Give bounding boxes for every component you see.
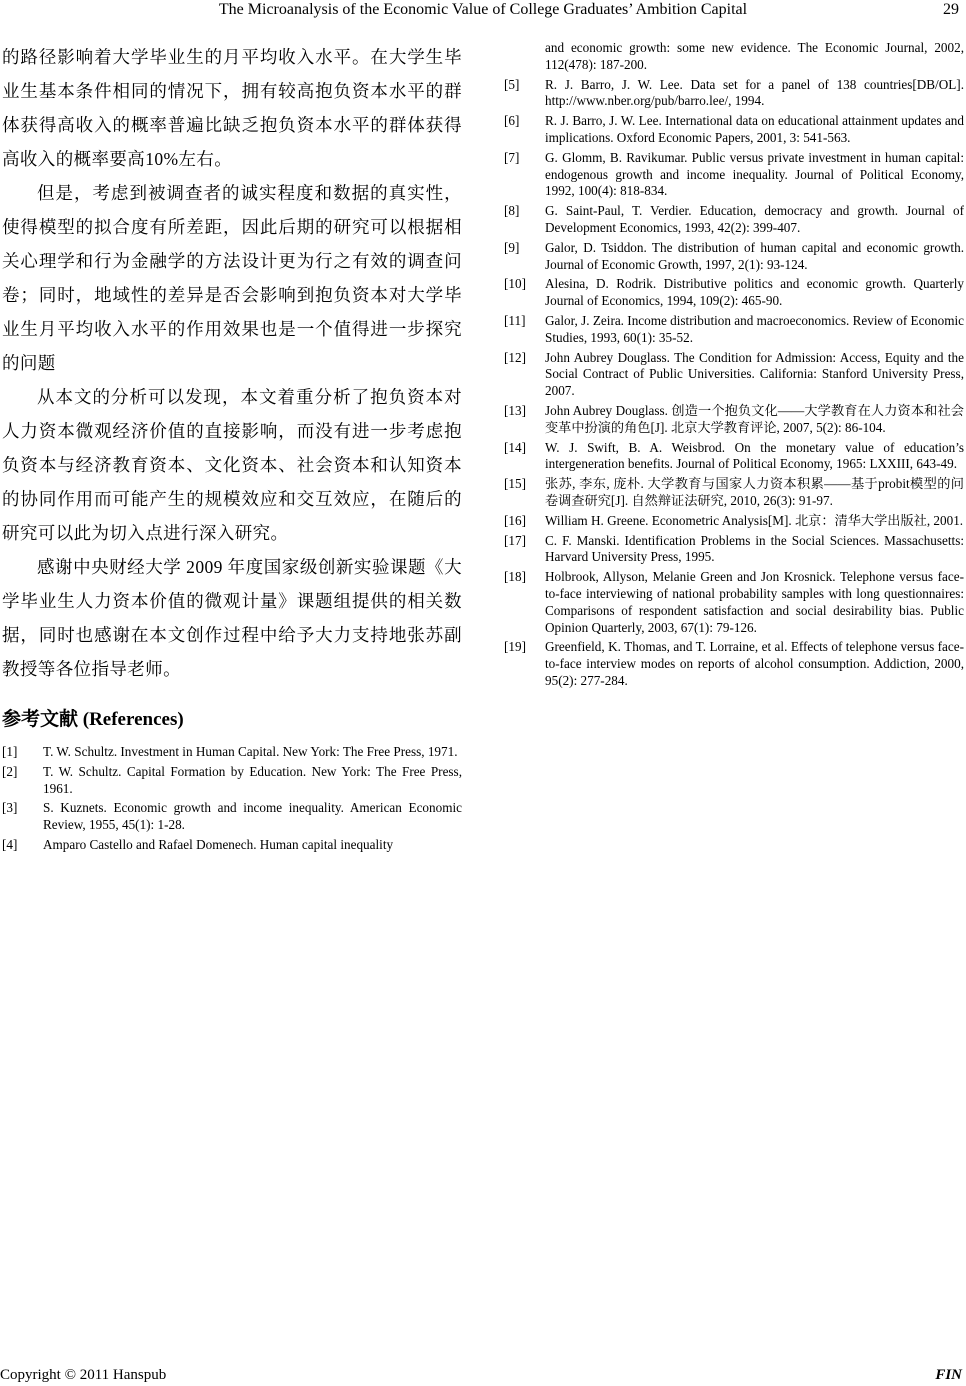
reference-number: [18]	[504, 569, 526, 585]
reference-number: [6]	[504, 113, 520, 129]
reference-number: [16]	[504, 512, 526, 528]
body-paragraph: 从本文的分析可以发现，本文着重分析了抱负资本对人力资本微观经济价值的直接影响，而没有进一步考虑抱负资本与经济教育资本、文化资本、社会资本和认知资本的协同作用而可能产生的规模效应和交互效应，在随后的研究可以此为切入点进行深入研究。	[2, 387, 462, 543]
reference-item	[504, 150, 964, 200]
reference-item	[504, 276, 964, 310]
reference-text: Greenfield, K. Thomas, and T. Lorraine, et al. Effects of telephone versus face-to-face interview modes on reports of alcohol consumption. Addiction, 2000, 95(2): 277-284.	[545, 639, 964, 688]
reference-number: [17]	[504, 532, 526, 548]
reference-item	[504, 476, 964, 510]
reference-text: T. W. Schultz. Capital Formation by Education. New York: The Free Press, 1961.	[43, 763, 462, 796]
reference-text: Holbrook, Allyson, Melanie Green and Jon Krosnick. Telephone versus face-to-face interviewing of national probability samples with long questionnaires: Comparisons of respondent satisfaction and social desirability bias. Public Opinion Quarterly, 2003, 67(1): 79-126.	[545, 569, 964, 635]
reference-number: [2]	[2, 763, 18, 779]
reference-item	[504, 639, 964, 689]
reference-text: 张苏, 李东, 庞朴. 大学教育与国家人力资本积累——基于probit模型的问卷调查研究[J]. 自然辩证法研究, 2010, 26(3): 91-97.	[545, 476, 964, 508]
reference-text: W. J. Swift, B. A. Weisbrod. On the monetary value of education’s intergeneration benefits. Journal of Political Economy, 1965: LXXIII, 643-49.	[545, 439, 964, 472]
reference-number: [7]	[504, 149, 520, 165]
reference-item	[504, 440, 964, 474]
reference-number: [3]	[2, 800, 18, 816]
reference-item	[504, 403, 964, 437]
body-paragraph: 的路径影响着大学毕业生的月平均收入水平。在大学生毕业生基本条件相同的情况下，拥有较高抱负资本水平的群体获得高收入的概率普遍比缺乏抱负资本水平的群体获得高收入的概率要高10%左右。	[2, 47, 462, 169]
reference-number: [13]	[504, 402, 526, 418]
reference-text: G. Glomm, B. Ravikumar. Public versus private investment in human capital: endogenous growth and income inequality. Journal of Political Economy, 1992, 100(4): 818-834.	[545, 149, 964, 199]
reference-text: R. J. Barro, J. W. Lee. International data on educational attainment updates and implications. Oxford Economic Papers, 2001, 3: 541-563.	[545, 113, 964, 145]
reference-item	[504, 513, 964, 530]
reference-text: John Aubrey Douglass. 创造一个抱负文化——大学教育在人力资本和社会变革中扮演的角色[J]. 北京大学教育评论, 2007, 5(2): 86-104.	[545, 402, 964, 435]
reference-number: [4]	[2, 836, 18, 852]
running-header-title: The Microanalysis of the Economic Value of College Graduates’ Ambition Capital	[218, 1, 748, 18]
reference-number: [9]	[504, 239, 520, 255]
reference-item	[2, 764, 462, 798]
reference-text: Galor, D. Tsiddon. The distribution of human capital and economic growth. Journal of Economic Growth, 1997, 2(1): 93-124.	[545, 239, 964, 272]
reference-number: [14]	[504, 439, 526, 455]
body-paragraph: 但是，考虑到被调查者的诚实程度和数据的真实性，使得模型的拟合度有所差距，因此后期的研究可以根据相关心理学和行为金融学的方法设计更为行之有效的调查问卷；同时，地域性的差异是否会影响到抱负资本对大学毕业生月平均收入水平的作用效果也是一个值得进一步探究的问题	[2, 183, 462, 373]
references-heading: 参考文献 (References)	[2, 709, 184, 730]
reference-item	[504, 40, 964, 74]
reference-text: John Aubrey Douglass. The Condition for Admission: Access, Equity and the Social Contract of Public Universities. California: Stanford University Press, 2007.	[545, 349, 964, 399]
reference-item	[504, 533, 964, 567]
reference-item	[504, 77, 964, 111]
reference-item	[504, 113, 964, 147]
reference-text: G. Saint-Paul, T. Verdier. Education, democracy and growth. Journal of Development Economics, 1993, 42(2): 399-407.	[545, 203, 964, 235]
reference-item	[504, 569, 964, 636]
left-column	[2, 40, 462, 857]
reference-text: C. F. Manski. Identification Problems in the Social Sciences. Massachusetts: Harvard University Press, 1995.	[545, 532, 964, 565]
journal-abbreviation: FIN	[935, 1367, 962, 1383]
reference-number: [1]	[2, 744, 18, 759]
reference-text: S. Kuznets. Economic growth and income inequality. American Economic Review, 1955, 45(1): 1-28.	[43, 800, 462, 833]
reference-text: Galor, J. Zeira. Income distribution and macroeconomics. Review of Economic Studies, 1993, 60(1): 35-52.	[545, 312, 964, 345]
reference-text: Amparo Castello and Rafael Domenech. Human capital inequality	[43, 836, 394, 852]
reference-text: Alesina, D. Rodrik. Distributive politics and economic growth. Quarterly Journal of Economics, 1994, 109(2): 465-90.	[545, 276, 964, 309]
right-column	[504, 40, 964, 693]
reference-item	[504, 313, 964, 347]
copyright-notice: Copyright © 2011 Hanspub	[0, 1367, 167, 1383]
body-paragraph: 感谢中央财经大学 2009 年度国家级创新实验课题《大学毕业生人力资本价值的微观计量》课题组提供的相关数据，同时也感谢在本文创作过程中给予大力支持地张苏副教授等各位指导老师。	[2, 557, 462, 679]
reference-item	[2, 837, 462, 854]
reference-item	[504, 203, 964, 237]
reference-text: William H. Greene. Econometric Analysis[M]. 北京：清华大学出版社, 2001.	[545, 512, 964, 528]
reference-number: [8]	[504, 203, 520, 219]
reference-number: [15]	[504, 476, 526, 492]
reference-number: [11]	[504, 312, 526, 328]
reference-item	[2, 800, 462, 834]
reference-number: [5]	[504, 76, 520, 92]
reference-text: T. W. Schultz. Investment in Human Capital. New York: The Free Press, 1971.	[43, 744, 458, 759]
page-number: 29	[943, 1, 959, 18]
reference-item	[2, 744, 462, 761]
reference-number: [10]	[504, 276, 526, 292]
reference-text: and economic growth: some new evidence. The Economic Journal, 2002, 112(478): 187-200.	[545, 40, 964, 72]
reference-item	[504, 240, 964, 274]
reference-number: [19]	[504, 639, 526, 655]
reference-text: R. J. Barro, J. W. Lee. Data set for a panel of 138 countries[DB/OL]. http://www.nber.org/pub/barro.lee/, 1994.	[545, 76, 964, 109]
reference-number: [12]	[504, 349, 526, 365]
reference-item	[504, 350, 964, 400]
